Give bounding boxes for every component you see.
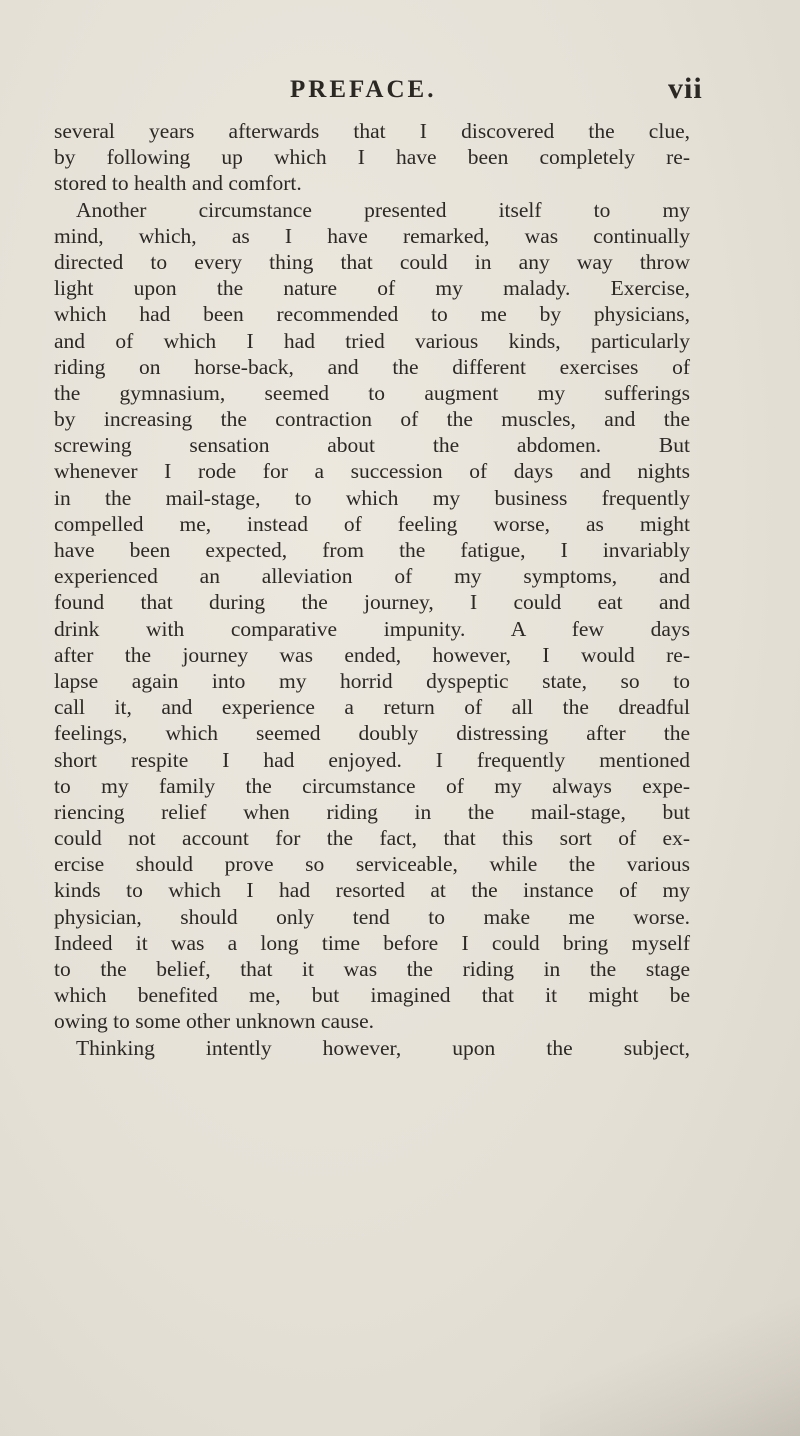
text-line: ercise should prove so serviceable, while the various <box>54 852 690 877</box>
text-line: mind, which, as I have remarked, was continually <box>54 223 690 248</box>
running-head: PREFACE. <box>290 76 437 103</box>
text-line: to my family the circumstance of my always expe- <box>54 773 690 798</box>
text-line: whenever I rode for a succession of days and nights <box>54 459 690 484</box>
page-edge-shadow <box>540 1216 800 1436</box>
text-line: by increasing the contraction of the muscles, and the <box>54 407 690 432</box>
text-line: call it, and experience a return of all the dreadful <box>54 695 690 720</box>
text-line: riencing relief when riding in the mail-stage, but <box>54 799 690 824</box>
text-line: have been expected, from the fatigue, I invariably <box>54 538 690 562</box>
text-line: Thinking intently however, upon the subject, <box>76 1035 690 1060</box>
text-line: after the journey was ended, however, I would re- <box>54 642 690 667</box>
text-line: to the belief, that it was the riding in the stage <box>54 957 690 981</box>
text-line: which had been recommended to me by physicians, <box>54 302 690 327</box>
text-line: owing to some other unknown cause. <box>54 1009 375 1034</box>
text-line: Indeed it was a long time before I could bring myself <box>54 930 690 955</box>
text-line: experienced an alleviation of my symptoms, and <box>54 564 690 589</box>
text-line: Another circumstance presented itself to my <box>76 197 690 222</box>
text-line: riding on horse-back, and the different exercises of <box>54 354 690 379</box>
text-line: directed to every thing that could in any way throw <box>54 249 690 274</box>
text-line: short respite I had enjoyed. I frequently mentioned <box>54 747 690 772</box>
text-line: lapse again into my horrid dyspeptic state, so to <box>54 668 690 693</box>
text-line: drink with comparative impunity. A few days <box>54 616 690 641</box>
body-text <box>54 118 690 1061</box>
text-line: by following up which I have been completely re- <box>54 145 690 170</box>
text-line: in the mail-stage, to which my business frequently <box>54 485 690 510</box>
text-line: could not account for the fact, that this sort of ex- <box>54 826 690 851</box>
text-line: kinds to which I had resorted at the instance of my <box>54 878 690 903</box>
text-line: several years afterwards that I discovered the clue, <box>54 119 690 143</box>
text-line: physician, should only tend to make me worse. <box>54 904 690 929</box>
text-line: light upon the nature of my malady. Exercise, <box>54 276 690 301</box>
text-line: the gymnasium, seemed to augment my sufferings <box>54 380 690 405</box>
text-line: stored to health and comfort. <box>54 171 302 196</box>
text-line: feelings, which seemed doubly distressing after the <box>54 721 690 746</box>
text-line: compelled me, instead of feeling worse, as might <box>54 511 690 536</box>
text-line: which benefited me, but imagined that it might be <box>54 983 690 1008</box>
text-line: found that during the journey, I could eat and <box>54 590 690 615</box>
page-number: vii <box>668 72 703 105</box>
page-header <box>0 72 800 116</box>
text-line: screwing sensation about the abdomen. But <box>54 433 690 458</box>
text-line: and of which I had tried various kinds, particularly <box>54 328 690 353</box>
